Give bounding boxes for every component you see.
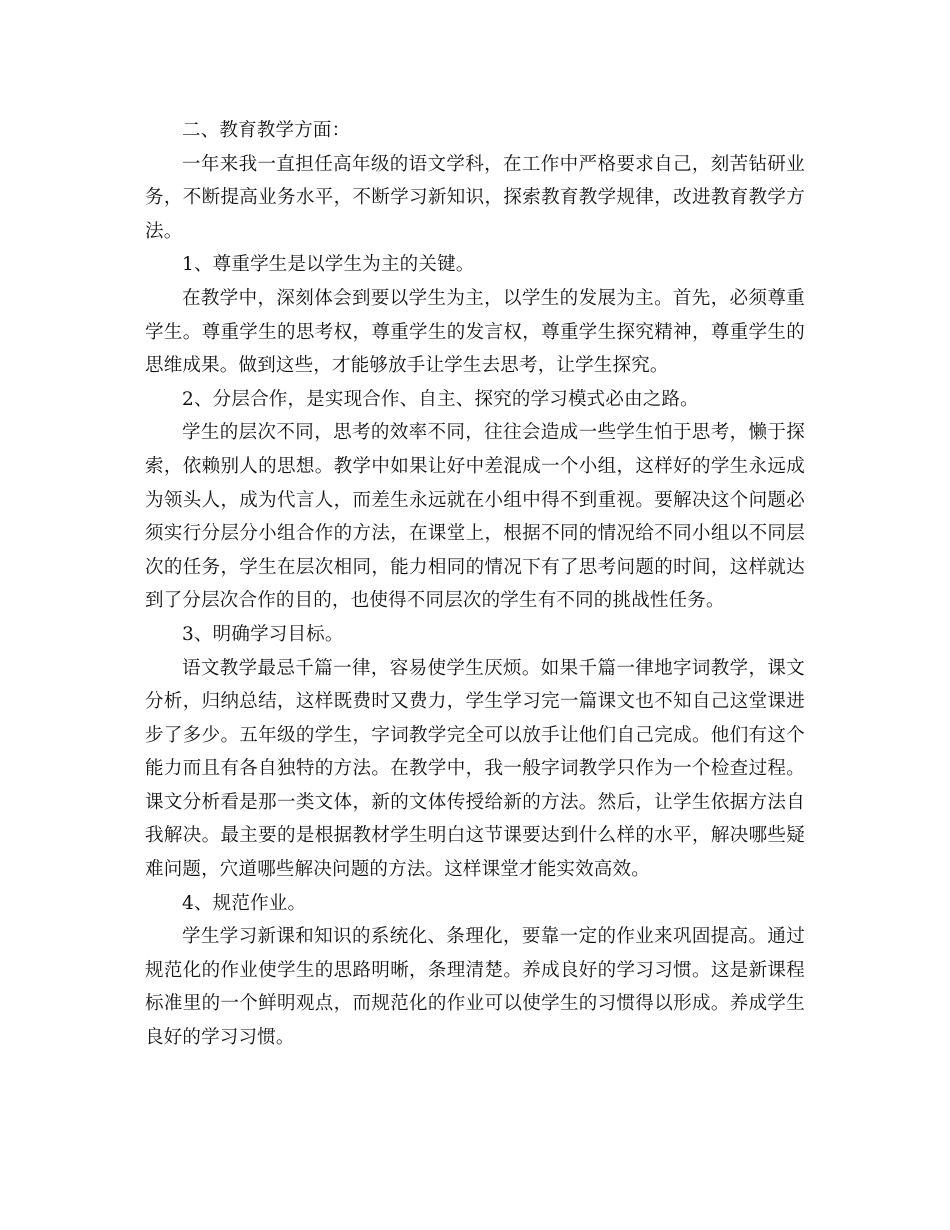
- subheading-2-layered-cooperation: 2、分层合作，是实现合作、自主、探究的学习模式必由之路。: [182, 388, 699, 410]
- subheading-3-learning-goals: 3、明确学习目标。: [182, 623, 344, 645]
- subheading-4-homework: 4、规范作业。: [182, 892, 307, 914]
- paragraph-respect-students: 在教学中，深刻体会到要以学生为主，以学生的发展为主。首先，必须尊重学生。尊重学生的思考权，尊重学生的发言权，尊重学生探究精神，尊重学生的思维成果。做到这些，才能够放手让学生去思考，让学生探究。: [145, 287, 805, 377]
- subheading-1-respect-students: 1、尊重学生是以学生为主的关键。: [182, 254, 475, 276]
- paragraph-intro: 一年来我一直担任高年级的语文学科，在工作中严格要求自己，刻苦钻研业务，不断提高业务水平，不断学习新知识，探索教育教学规律，改进教育教学方法。: [145, 153, 805, 242]
- paragraph-learning-goals: 语文教学最忌千篇一律，容易使学生厌烦。如果千篇一律地字词教学，课文分析，归纳总结，这样既费时又费力，学生学习完一篇课文也不知自己这堂课进步了多少。五年级的学生，字词教学完全可以放手让他们自己完成。他们有这个能力而且有各自独特的方法。在教学中，我一般字词教学只作为一个检查过程。课文分析看是那一类文体，新的文体传授给新的方法。然后，让学生依据方法自我解决。最主要的是根据教材学生明白这节课要达到什么样的水平，解决哪些疑难问题，穴道哪些解决问题的方法。这样课堂才能实效高效。: [145, 657, 805, 881]
- paragraph-layered-cooperation: 学生的层次不同，思考的效率不同，往往会造成一些学生怕于思考，懒于探索，依赖别人的思想。教学中如果让好中差混成一个小组，这样好的学生永远成为领头人，成为代言人，而差生永远就在小组中得不到重视。要解决这个问题必须实行分层分小组合作的方法，在课堂上，根据不同的情况给不同小组以不同层次的任务，学生在层次相同，能力相同的情况下有了思考问题的时间，这样就达到了分层次合作的目的，也使得不同层次的学生有不同的挑战性任务。: [145, 422, 805, 612]
- section-heading-education: 二、教育教学方面：: [182, 120, 351, 141]
- paragraph-homework: 学生学习新课和知识的系统化、条理化，要靠一定的作业来巩固提高。通过规范化的作业使学生的思路明晰，条理清楚。养成良好的学习习惯。这是新课程标准里的一个鲜明观点，而规范化的作业可以使学生的习惯得以形成。养成学生良好的学习习惯。: [145, 926, 805, 1049]
- document-page: [145, 114, 805, 1055]
